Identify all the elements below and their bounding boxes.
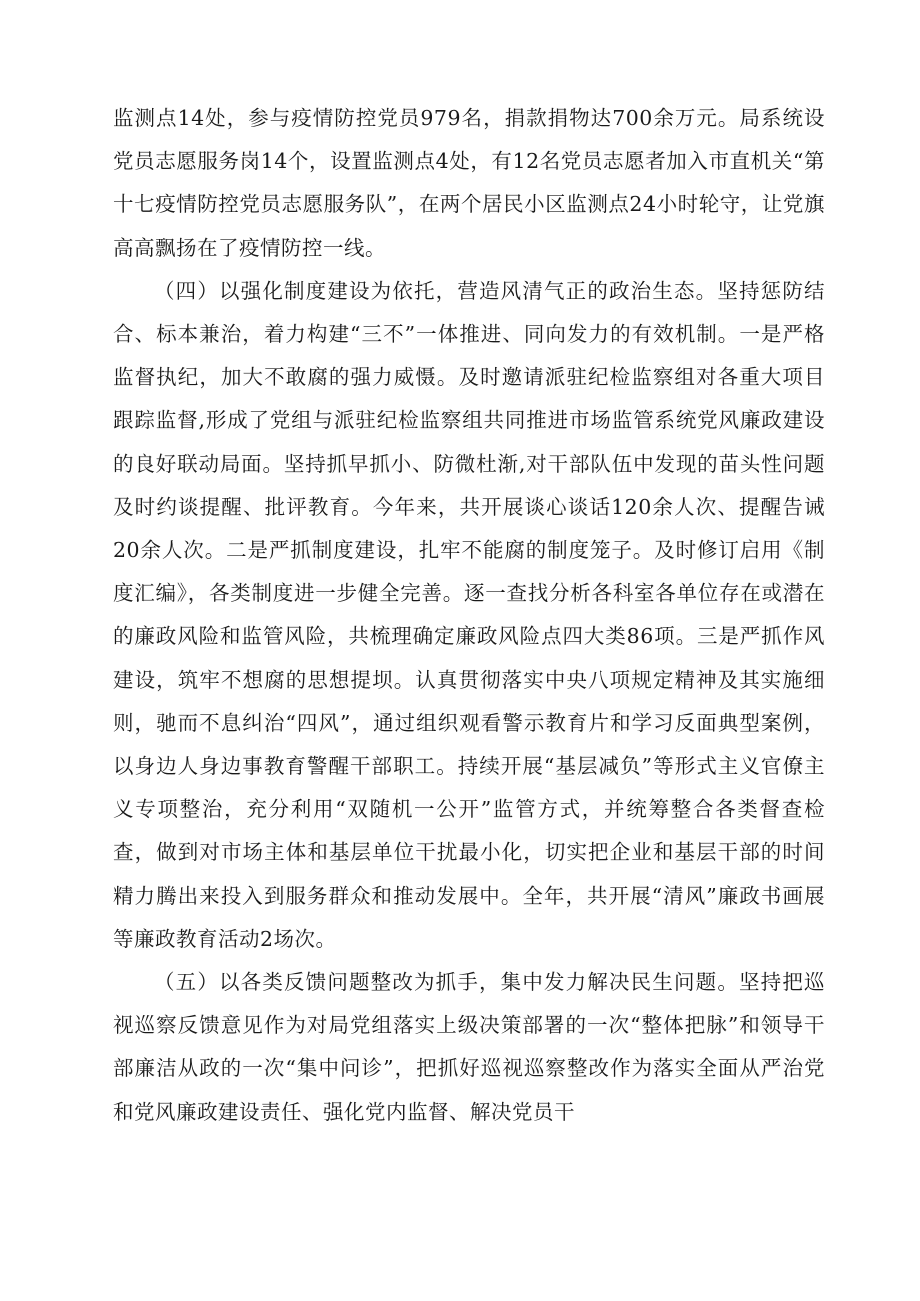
document-page [113,97,825,1134]
paragraph-continuation: 监测点14处，参与疫情防控党员979名，捐款捐物达700余万元。局系统设党员志愿服务岗14个，设置监测点4处，有12名党员志愿者加入市直机关“第十七疫情防控党员志愿服务队”，在两个居民小区监测点24小时轮守，让党旗高高飘扬在了疫情防控一线。 [113,106,825,260]
paragraph-section-four: （四）以强化制度建设为依托，营造风清气正的政治生态。坚持惩防结合、标本兼治，着力构建“三不”一体推进、同向发力的有效机制。一是严格监督执纪，加大不敢腐的强力威慑。及时邀请派驻纪检监察组对各重大项目跟踪监督,形成了党组与派驻纪检监察组共同推进市场监管系统党风廉政建设的良好联动局面。坚持抓早抓小、防微杜渐,对干部队伍中发现的苗头性问题及时约谈提醒、批评教育。今年来，共开展谈心谈话120余人次、提醒告诫20余人次。二是严抓制度建设，扎牢不能腐的制度笼子。及时修订启用《制度汇编》，各类制度进一步健全完善。逐一查找分析各科室各单位存在或潜在的廉政风险和监管风险，共梳理确定廉政风险点四大类86项。三是严抓作风建设，筑牢不想腐的思想提坝。认真贯彻落实中央八项规定精神及其实施细则，驰而不息纠治“四风”，通过组织观看警示教育片和学习反面典型案例，以身边人身边事教育警醒干部职工。持续开展“基层减负”等形式主义官僚主义专项整治，充分利用“双随机一公开”监管方式，并统筹整合各类督查检查，做到对市场主体和基层单位干扰最小化，切实把企业和基层干部的时间精力腾出来投入到服务群众和推动发展中。全年，共开展“清风”廉政书画展等廉政教育活动2场次。 [113,278,825,951]
paragraph-section-five: （五）以各类反馈问题整改为抓手，集中发力解决民生问题。坚持把巡视巡察反馈意见作为对局党组落实上级决策部署的一次“整体把脉”和领导干部廉洁从政的一次“集中问诊”，把抓好巡视巡察整改作为落实全面从严治党和党风廉政建设责任、强化党内监督、解决党员干 [113,970,825,1124]
